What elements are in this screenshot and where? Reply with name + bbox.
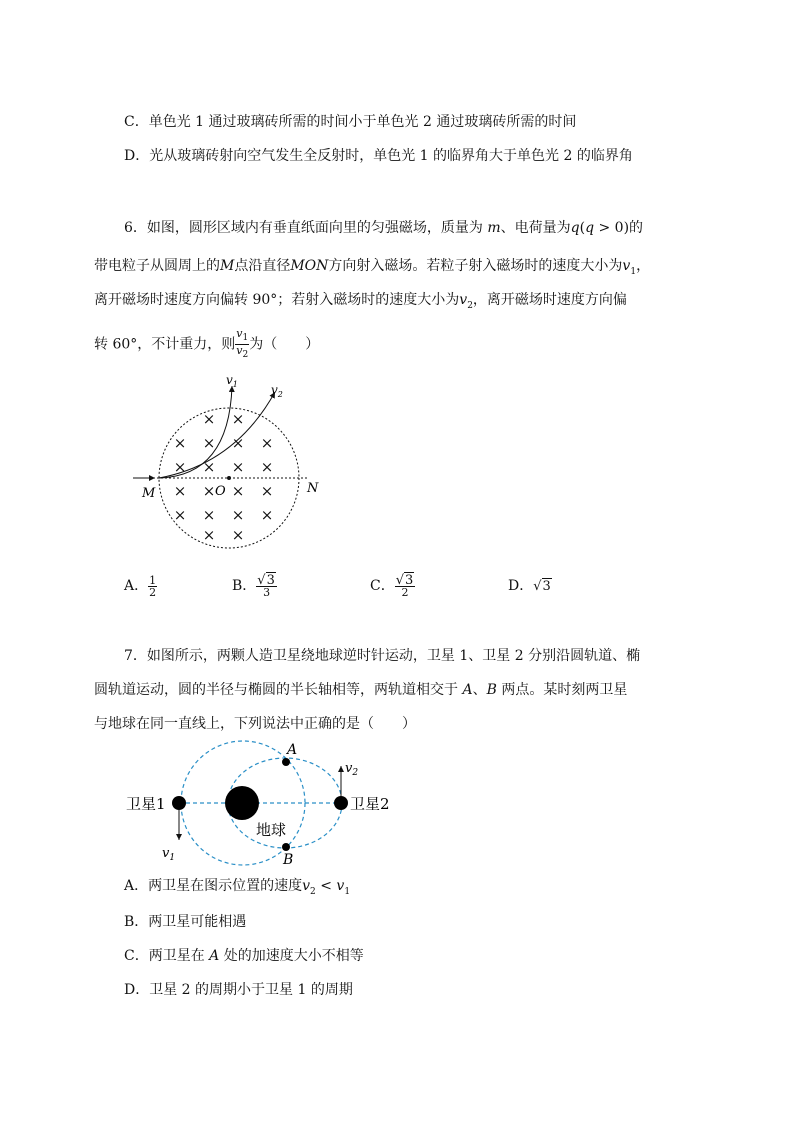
x-mark: ×: [202, 506, 216, 524]
x-mark: ×: [231, 526, 245, 544]
x-mark: ×: [202, 410, 216, 428]
option-c-prev: C．单色光 1 通过玻璃砖所需的时间小于单色光 2 通过玻璃砖所需的时间: [124, 114, 577, 130]
label-satellite-1: 卫星1: [126, 795, 166, 813]
subscript: 1: [242, 333, 249, 344]
frac-den: 2: [149, 585, 157, 599]
x-mark: ×: [260, 506, 274, 524]
subscript: 2: [242, 350, 249, 361]
x-mark: ×: [202, 458, 216, 476]
var-M: M: [220, 258, 235, 274]
q6-text: 带电粒子从圆周上的: [94, 258, 220, 274]
field-marks: [174, 410, 274, 544]
x-mark: ×: [260, 482, 274, 500]
q6-text: 、电荷量为: [500, 220, 571, 236]
sqrt: √3: [533, 579, 551, 594]
var-v: v: [459, 292, 468, 308]
q7-option-c: [124, 946, 364, 966]
q6-option-a: [124, 574, 157, 598]
q7-text: 两点。某时刻两卫星: [496, 682, 628, 698]
q6-text: 为（ ）: [249, 336, 320, 353]
label-earth: 地球: [256, 821, 287, 839]
var-A: A: [462, 682, 473, 698]
var-v: v: [336, 878, 345, 894]
x-mark: ×: [231, 434, 245, 452]
frac-den: 2: [401, 585, 409, 599]
option-text: 处的加速度大小不相等: [219, 948, 364, 964]
radicand: 3: [542, 579, 551, 594]
x-mark: ×: [173, 482, 187, 500]
x-mark: ×: [202, 434, 216, 452]
q6-text: 方向射入磁场。若粒子射入磁场时的速度大小为: [328, 258, 623, 274]
subscript: 2: [467, 300, 473, 311]
x-mark: ×: [202, 526, 216, 544]
earth: [225, 786, 259, 820]
q6-text: 点沿直径: [234, 258, 291, 274]
q7-line3: 与地球在同一直线上，下列说法中正确的是（ ）: [94, 716, 416, 732]
frac-den: v: [236, 344, 243, 358]
q6-line1: [124, 218, 643, 238]
var-B: B: [486, 682, 497, 698]
q7-option-a: [124, 876, 350, 902]
x-mark: ×: [173, 458, 187, 476]
label-B: B: [283, 852, 294, 868]
x-mark: ×: [173, 434, 187, 452]
option-text: C．两卫星在: [124, 948, 210, 964]
var-v: v: [302, 878, 311, 894]
option-label: C．: [370, 578, 395, 594]
label-v1: $v_1$: [226, 373, 238, 389]
satellite-1: [172, 796, 186, 810]
q6-text: 离开磁场时速度方向偏转 90°；若射入磁场时的速度大小为: [94, 292, 460, 308]
radicand: 3: [405, 572, 414, 588]
label-M: M: [142, 486, 156, 501]
frac-num: v: [236, 327, 243, 340]
q6-text: (: [579, 220, 586, 236]
label-A: A: [287, 742, 298, 758]
satellite-2: [334, 796, 348, 810]
option-text: A．两卫星在图示位置的速度: [124, 878, 303, 894]
magnetic-field-figure: [125, 368, 335, 568]
point-B: [282, 843, 290, 851]
label-v2: $v_2$: [271, 383, 283, 399]
fraction: [148, 575, 157, 598]
x-mark: ×: [173, 506, 187, 524]
var-v: v: [622, 258, 631, 274]
radicand: 3: [266, 572, 275, 588]
var-MON: MON: [290, 258, 329, 274]
label-v1: $v_1$: [162, 846, 176, 863]
q6-text: 6．如图，圆形区域内有垂直纸面向里的匀强磁场，质量为: [124, 220, 488, 236]
q7-line1: 7．如图所示，两颗人造卫星绕地球逆时针运动，卫星 1、卫星 2 分别沿圆轨道、椭: [124, 648, 641, 664]
fraction: $\frac{√3}{3}$: [257, 572, 275, 599]
x-mark: ×: [202, 482, 216, 500]
label-O: O: [215, 484, 226, 499]
q6-text: ，离开磁场时速度方向偏: [472, 292, 627, 308]
q6-text: ，: [636, 258, 651, 274]
label-v2: $v_2$: [345, 761, 359, 778]
q7-option-d: D．卫星 2 的周期小于卫星 1 的周期: [124, 982, 353, 998]
q6-line3: [94, 290, 627, 316]
option-label: A．: [124, 578, 149, 594]
q6-text: > 0)的: [594, 220, 644, 236]
q7-text: 圆轨道运动，圆的半径与椭圆的半长轴相等，两轨道相交于: [94, 682, 463, 698]
subscript: 1: [344, 886, 351, 897]
option-d-prev: D．光从玻璃砖射向空气发生全反射时，单色光 1 的临界角大于单色光 2 的临界角: [124, 148, 633, 164]
subscript: 2: [310, 886, 316, 897]
label-satellite-2: 卫星2: [350, 795, 390, 813]
q6-line4: [94, 328, 319, 361]
q6-line2: [94, 256, 650, 282]
x-mark: ×: [231, 458, 245, 476]
q7-text: 、: [472, 682, 487, 698]
label-N: N: [307, 481, 319, 496]
q6-option-b: [232, 574, 277, 598]
less-than: <: [315, 878, 337, 894]
x-mark: ×: [231, 506, 245, 524]
q6-option-d: [508, 574, 552, 599]
satellite-orbit-figure: [120, 736, 410, 870]
ratio-fraction: [235, 328, 249, 361]
var-q: q: [585, 220, 595, 236]
trajectory-v1: [159, 386, 232, 478]
q7-line2: [94, 680, 627, 700]
q7-option-b: B．两卫星可能相遇: [124, 914, 247, 930]
var-m: m: [487, 220, 501, 236]
option-label: B．: [232, 578, 257, 594]
subscript: 1: [630, 266, 637, 277]
var-A: A: [209, 948, 220, 964]
frac-num: 1: [149, 573, 157, 587]
frac-den: 3: [263, 585, 271, 599]
option-label: D．: [508, 578, 534, 594]
var-q: q: [570, 220, 580, 236]
fraction: $\frac{√3}{2}$: [395, 572, 414, 599]
q6-option-c: [370, 574, 415, 598]
q6-text: 转 60°，不计重力，则: [94, 336, 236, 353]
point-A: [282, 758, 290, 766]
center-O: [227, 476, 231, 480]
x-mark: ×: [260, 434, 274, 452]
x-mark: ×: [260, 458, 274, 476]
x-mark: ×: [231, 482, 245, 500]
x-mark: ×: [231, 410, 245, 428]
